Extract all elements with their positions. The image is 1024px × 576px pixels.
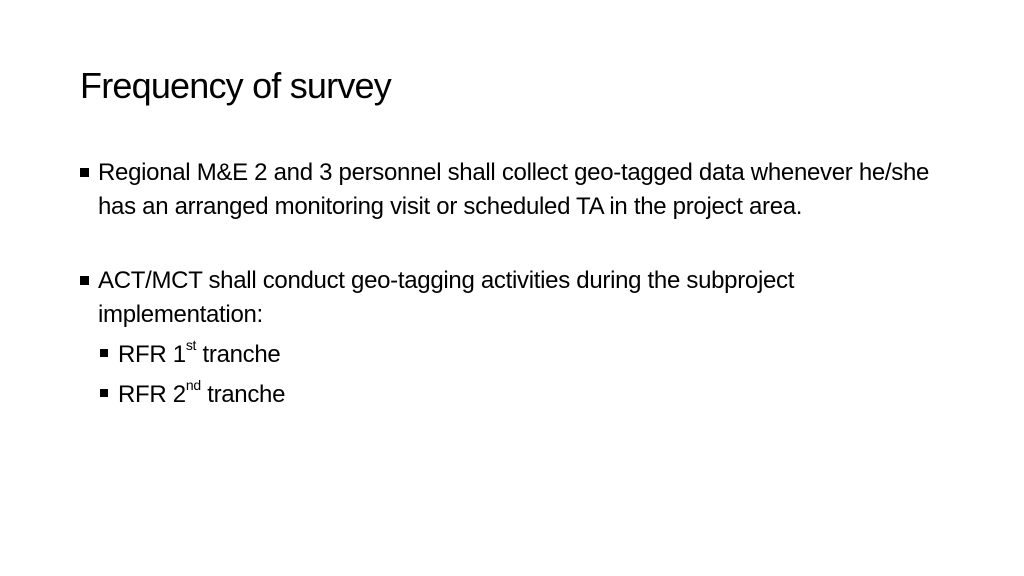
sub-bullet-superscript: st <box>185 337 197 353</box>
square-bullet-icon <box>100 389 108 397</box>
sub-bullet-prefix: RFR 1 <box>118 341 186 368</box>
sub-bullet-item <box>100 377 950 412</box>
sub-bullet-item <box>100 337 950 372</box>
sub-bullet-superscript: nd <box>185 377 201 393</box>
sub-bullet-suffix: tranche <box>196 341 281 368</box>
square-bullet-icon <box>100 349 108 357</box>
square-bullet-icon <box>80 276 89 285</box>
bullet-text: ACT/MCT shall conduct geo-tagging activities during the subproject implementation: <box>98 267 795 328</box>
bullet-text: Regional M&E 2 and 3 personnel shall collect geo-tagged data whenever he/she has an arranged monitoring visit or scheduled TA in the project area. <box>98 159 930 220</box>
slide-title: Frequency of survey <box>80 65 391 106</box>
sub-bullet-suffix: tranche <box>200 381 286 408</box>
slide-body <box>80 156 950 412</box>
bullet-item <box>80 156 950 224</box>
bullet-item <box>80 264 950 332</box>
square-bullet-icon <box>80 168 89 177</box>
sub-bullet-prefix: RFR 2 <box>118 381 186 408</box>
